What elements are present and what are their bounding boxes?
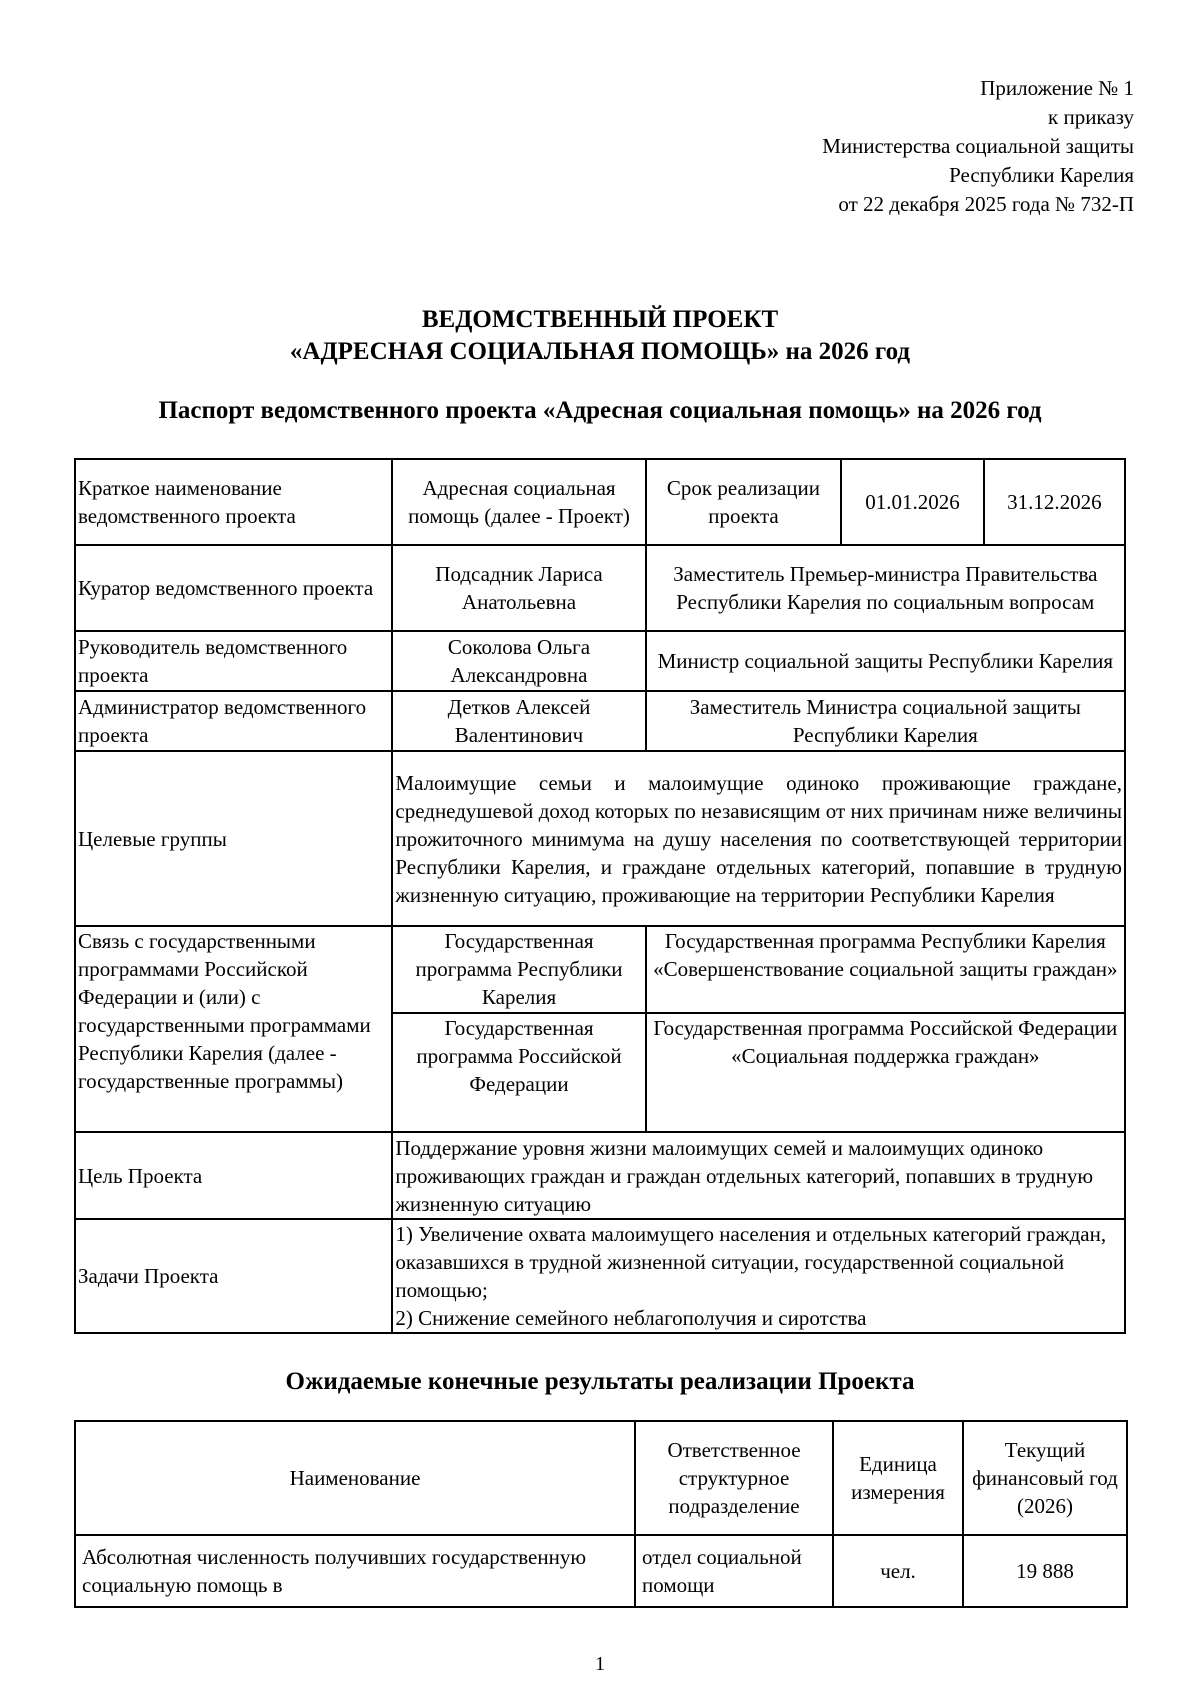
curator-position: Заместитель Премьер-министра Правительства Республики Карелия по социальным вопросам [646, 545, 1125, 631]
target-groups-value: Малоимущие семьи и малоимущие одиноко проживающие граждане, среднедушевой доход которых по независящим от них причинам ниже величины прожиточного минимума на душу населения по соответствующей территории Республики Карелия, и граждане отдельных категорий, попавшие в трудную жизненную ситуацию, проживающие на территории Республики Карелия [392, 751, 1125, 926]
table-row [75, 1132, 1125, 1219]
program1-name: Государственная программа Республики Карелия «Совершенствование социальной защиты граждан» [646, 926, 1125, 1013]
task-item: 2) Снижение семейного неблагополучия и сиротства [395, 1306, 867, 1330]
appendix-line: Министерства социальной защиты [822, 134, 1134, 158]
period-end: 31.12.2026 [984, 459, 1125, 545]
curator-name: Подсадник Лариса Анатольевна [392, 545, 645, 631]
tasks-label: Задачи Проекта [75, 1219, 392, 1333]
result-value: 19 888 [963, 1535, 1127, 1607]
table-header-row [75, 1421, 1127, 1535]
short-name-label: Краткое наименование ведомственного проекта [75, 459, 392, 545]
table-row [75, 751, 1125, 926]
goal-value: Поддержание уровня жизни малоимущих семей и малоимущих одиноко проживающих граждан и граждан отдельных категорий, попавших в трудную жизненную ситуацию [392, 1132, 1125, 1219]
table-row [75, 691, 1125, 751]
period-label: Срок реализации проекта [646, 459, 842, 545]
appendix-header [822, 74, 1134, 219]
head-position: Министр социальной защиты Республики Карелия [646, 631, 1125, 691]
tasks-value [392, 1219, 1125, 1333]
passport-title: Паспорт ведомственного проекта «Адресная социальная помощь» на 2026 год [158, 397, 1042, 424]
project-title [0, 304, 1200, 368]
column-header-measure: Единица измерения [833, 1421, 963, 1535]
results-table [74, 1420, 1128, 1608]
target-groups-label: Целевые группы [75, 751, 392, 926]
page-number: 1 [595, 1653, 605, 1675]
program2-type: Государственная программа Российской Федерации [392, 1013, 645, 1132]
result-dept: отдел социальной помощи [635, 1535, 833, 1607]
project-title-line: «АДРЕСНАЯ СОЦИАЛЬНАЯ ПОМОЩЬ» на 2026 год [289, 338, 911, 365]
results-title: Ожидаемые конечные результаты реализации Проекта [285, 1368, 915, 1395]
goal-label: Цель Проекта [75, 1132, 392, 1219]
program2-name: Государственная программа Российской Федерации «Социальная поддержка граждан» [646, 1013, 1125, 1132]
appendix-line: к приказу [1048, 105, 1134, 129]
short-name-value: Адресная социальная помощь (далее - Проект) [392, 459, 645, 545]
appendix-line: от 22 декабря 2025 года № 732-П [838, 192, 1134, 216]
admin-label: Администратор ведомственного проекта [75, 691, 392, 751]
table-row [75, 545, 1125, 631]
admin-position: Заместитель Министра социальной защиты Республики Карелия [646, 691, 1125, 751]
appendix-line: Республики Карелия [949, 163, 1134, 187]
table-row [75, 459, 1125, 545]
table-row [75, 926, 1125, 1013]
task-item: 1) Увеличение охвата малоимущего населения и отдельных категорий граждан, оказавшихся в трудной жизненной ситуации, государственной социальной помощью; [395, 1222, 1107, 1302]
period-start: 01.01.2026 [841, 459, 983, 545]
admin-name: Детков Алексей Валентинович [392, 691, 645, 751]
programs-label: Связь с государственными программами Российской Федерации и (или) с государственными программами Республики Карелия (далее - государственные программы) [75, 926, 392, 1132]
table-row [75, 1535, 1127, 1607]
program1-type: Государственная программа Республики Карелия [392, 926, 645, 1013]
passport-table [74, 458, 1126, 1334]
result-name: Абсолютная численность получивших государственную социальную помощь в [75, 1535, 635, 1607]
curator-label: Куратор ведомственного проекта [75, 545, 392, 631]
table-row [75, 631, 1125, 691]
column-header-name: Наименование [75, 1421, 635, 1535]
column-header-dept: Ответственное структурное подразделение [635, 1421, 833, 1535]
project-title-line: ВЕДОМСТВЕННЫЙ ПРОЕКТ [421, 306, 779, 333]
head-label: Руководитель ведомственного проекта [75, 631, 392, 691]
head-name: Соколова Ольга Александровна [392, 631, 645, 691]
table-row [75, 1219, 1125, 1333]
column-header-year: Текущий финансовый год (2026) [963, 1421, 1127, 1535]
appendix-line: Приложение № 1 [980, 76, 1134, 100]
result-measure: чел. [833, 1535, 963, 1607]
